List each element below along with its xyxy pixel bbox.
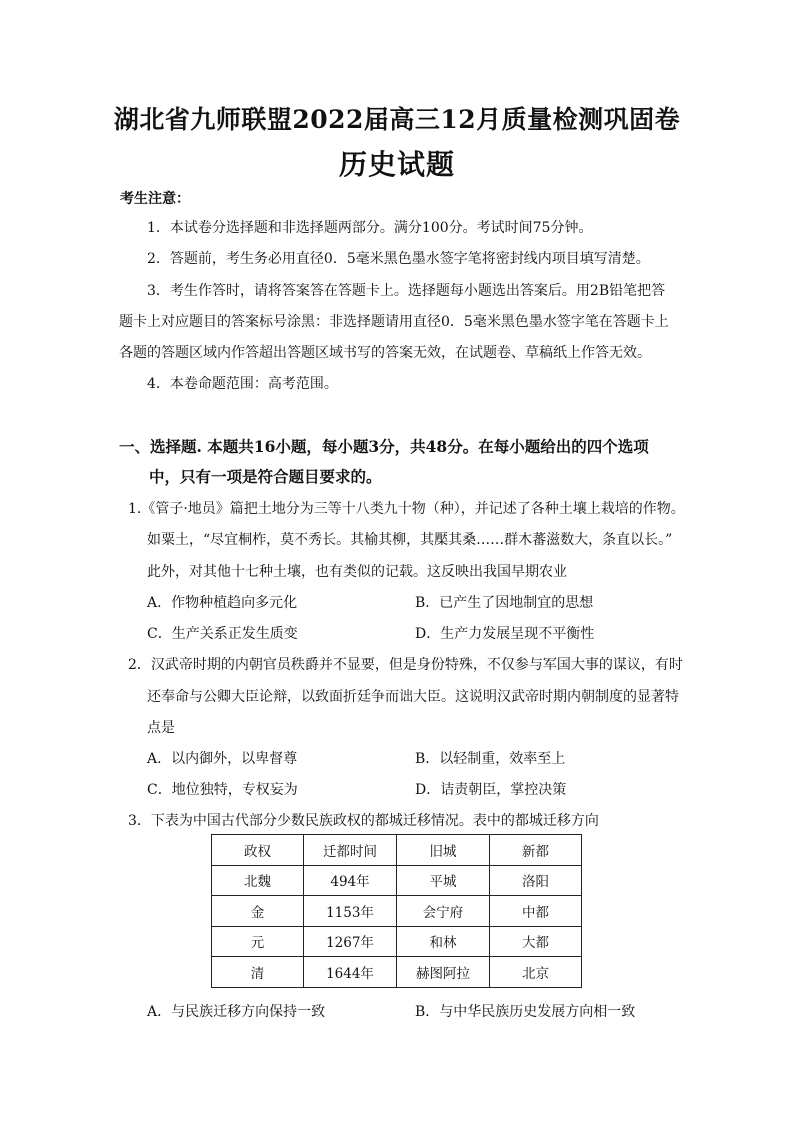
notice-item-3: 3．考生作答时，请将答案答在答题卡上。选择题每小题选出答案后。用2B铅笔把答 [147, 283, 666, 299]
table-cell: 北京 [490, 957, 582, 988]
table-cell: 洛阳 [490, 865, 582, 896]
notice-item-4: 4．本卷命题范围：高考范围。 [147, 376, 338, 392]
table-header-cell: 新都 [490, 835, 582, 866]
table-header-cell: 政权 [212, 835, 304, 866]
q3-option-b[interactable]: B．与中华民族历史发展方向相一致 [415, 1004, 636, 1020]
q1-option-a[interactable]: A．作物种植趋向多元化 [147, 595, 298, 611]
table-cell: 大都 [490, 926, 582, 957]
exam-title: 湖北省九师联盟2022届高三12月质量检测巩固卷 [113, 105, 681, 134]
capital-migration-table [211, 834, 582, 988]
q1-option-d[interactable]: D．生产力发展呈现不平衡性 [415, 626, 595, 642]
table-row [212, 896, 582, 927]
q2-stem-line-3: 点是 [147, 720, 175, 736]
q2-option-b[interactable]: B．以轻制重，效率至上 [415, 751, 566, 767]
section-heading-line-1: 一、选择题. 本题共16小题，每小题3分，共48分。在每小题给出的四个选项 [119, 437, 649, 456]
notice-item-2: 2．答题前，考生务必用直径0．5毫米黑色墨水签字笔将密封线内项目填写清楚。 [147, 251, 650, 267]
notice-heading: 考生注意： [120, 191, 190, 207]
q1-option-c[interactable]: C．生产关系正发生质变 [147, 626, 298, 642]
table-cell: 金 [212, 896, 304, 927]
table-cell: 1267年 [304, 926, 397, 957]
q1-stem-line-2: 如粟土，“尽宜桐柞，莫不秀长。其榆其柳，其檿其桑……群木蕃滋数大，条直以长。” [147, 532, 673, 548]
table-header-row [212, 835, 582, 866]
q2-option-a[interactable]: A．以内御外，以卑督尊 [147, 751, 298, 767]
exam-subtitle: 历史试题 [338, 148, 455, 181]
notice-item-3-cont-2: 各题的答题区域内作答超出答题区域书写的答案无效，在试题卷、草稿纸上作答无效。 [119, 345, 651, 361]
table-cell: 中都 [490, 896, 582, 927]
q2-option-d[interactable]: D．诘责朝臣，掌控决策 [415, 782, 567, 798]
q2-option-c[interactable]: C．地位独特，专权妄为 [147, 782, 298, 798]
table-header-cell: 迁都时间 [304, 835, 397, 866]
q3-option-a[interactable]: A．与民族迁移方向保持一致 [147, 1004, 326, 1020]
table-cell: 赫图阿拉 [397, 957, 490, 988]
q1-option-b[interactable]: B．已产生了因地制宜的思想 [415, 595, 594, 611]
notice-item-3-cont-1: 题卡上对应题目的答案标号涂黑：非选择题请用直径0．5毫米黑色墨水签字笔在答题卡上 [119, 314, 669, 330]
table-cell: 元 [212, 926, 304, 957]
table-cell: 平城 [397, 865, 490, 896]
table-cell: 1153年 [304, 896, 397, 927]
q2-stem-line-2: 还奉命与公卿大臣论辩，以致面折廷争而诎大臣。这说明汉武帝时期内朝制度的显著特 [147, 689, 679, 705]
notice-item-1: 1．本试卷分选择题和非选择题两部分。满分100分。考试时间75分钟。 [147, 220, 593, 236]
table-row [212, 926, 582, 957]
q3-stem-line-1: 3．下表为中国古代部分少数民族政权的都城迁移情况。表中的都城迁移方向 [128, 813, 599, 829]
table-cell: 和林 [397, 926, 490, 957]
q2-stem-line-1: 2．汉武帝时期的内朝官员秩爵并不显要，但是身份特殊，不仅参与军国大事的谋议，有时 [128, 657, 683, 673]
table-row [212, 957, 582, 988]
table-row [212, 865, 582, 896]
table-cell: 会宁府 [397, 896, 490, 927]
section-heading-line-2: 中，只有一项是符合题目要求的。 [149, 467, 382, 486]
q1-stem-line-1: 1.《管子·地员》篇把土地分为三等十八类九十物（种），并记述了各种土壤上栽培的作物。 [128, 501, 685, 517]
q1-stem-line-3: 此外，对其他十七种土壤，也有类似的记载。这反映出我国早期农业 [147, 564, 567, 580]
table-cell: 494年 [304, 865, 397, 896]
table-header-cell: 旧城 [397, 835, 490, 866]
table-cell: 北魏 [212, 865, 304, 896]
table-cell: 1644年 [304, 957, 397, 988]
table-cell: 清 [212, 957, 304, 988]
